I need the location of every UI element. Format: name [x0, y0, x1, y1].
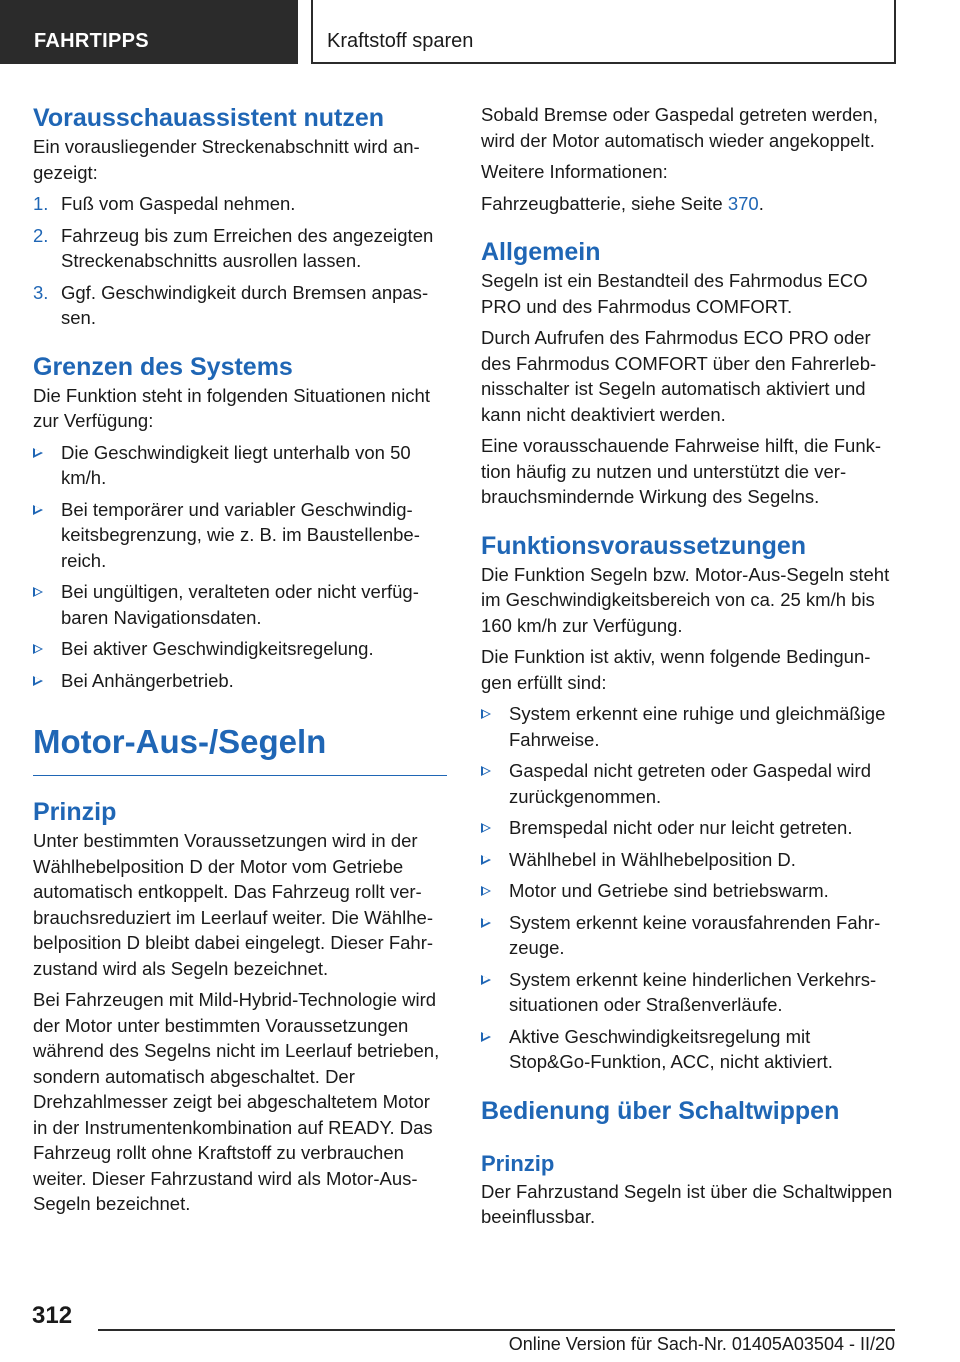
triangle-bullet-icon — [481, 766, 491, 776]
paragraph: Unter bestimmten Voraussetzungen wird in der Wählhebelposition D der Motor vom Getriebe automatisch entkoppelt. Das Fahrzeug rollt verbrauchsreduziert im Leerlauf weiter. Die Wählhebelposition D bleibt dabei eingelegt. Dieser Fahrzustand wird als Segeln bezeichnet. — [33, 830, 434, 979]
paragraph: Segeln ist ein Bestandteil des Fahrmodus ECO PRO und des Fahrmodus COMFORT. — [481, 270, 868, 317]
list-item — [33, 191, 447, 217]
list-item — [481, 878, 895, 904]
triangle-bullet-icon — [481, 709, 491, 719]
heading-bedienung: Bedienung über Schaltwippen — [481, 1096, 840, 1125]
paragraph: Der Fahrzustand Segeln ist über die Schaltwippen beeinflussbar. — [481, 1180, 893, 1227]
reference-text: Fahrzeugbatterie, siehe Seite — [481, 192, 728, 214]
section-tab — [0, 0, 298, 64]
heading-prinzip-2: Prinzip — [481, 1150, 555, 1176]
list-item — [481, 815, 895, 841]
chapter-title: Kraftstoff sparen — [327, 30, 474, 52]
section-title: FAHRTIPPS — [34, 30, 149, 52]
paragraph: Ein vorausliegender Streckenabschnitt wird angezeigt: — [33, 136, 420, 183]
step-number: 3. — [33, 281, 49, 303]
item-text: Bei ungültigen, veralteten oder nicht verfügbaren Navigationsdaten. — [61, 581, 419, 628]
item-text: System erkennt keine vorausfahrenden Fahrzeuge. — [509, 911, 881, 958]
grenzen-list — [33, 440, 447, 694]
triangle-bullet-icon — [481, 1032, 491, 1042]
list-item — [481, 910, 895, 961]
list-item — [481, 1024, 895, 1075]
triangle-bullet-icon — [481, 918, 491, 928]
list-item — [481, 758, 895, 809]
triangle-bullet-icon — [33, 448, 43, 458]
list-item — [33, 497, 447, 574]
left-column — [33, 102, 447, 1217]
heading-vorausschau: Vorausschauassistent nutzen — [33, 104, 385, 132]
paragraph: Durch Aufrufen des Fahrmodus ECO PRO oder des Fahrmodus COMFORT über den Fahrerlebnisschalter ist Segeln automatisch aktiviert und kann nicht deaktiviert werden. — [481, 327, 877, 425]
list-item — [33, 440, 447, 491]
list-item — [481, 967, 895, 1018]
item-text: Wählhebel in Wählhebelposition D. — [509, 848, 796, 870]
item-text: Bei aktiver Geschwindigkeitsregelung. — [61, 638, 374, 659]
step-text: Fuß vom Gaspedal nehmen. — [61, 193, 296, 214]
triangle-bullet-icon — [33, 587, 43, 597]
triangle-bullet-icon — [481, 975, 491, 985]
paragraph: Sobald Bremse oder Gaspedal getreten werden, wird der Motor automatisch wieder angekoppelt. — [481, 104, 878, 151]
paragraph: Weitere Informationen: — [481, 161, 668, 182]
item-text: Bei temporärer und variabler Geschwindigkeitsbegrenzung, wie z. B. im Baustellenbereich. — [61, 498, 420, 571]
step-number: 1. — [33, 193, 49, 214]
list-item — [33, 223, 447, 274]
paragraph: Bei Fahrzeugen mit Mild-Hybrid-Technologie wird der Motor unter bestimmten Voraussetzungen während des Segelns nicht im Leerlauf betrieben, sondern automatisch abgeschaltet. Der Drehzahlmesser zeigt bei abgeschaltetem Motor in der Instrumentenkombination auf READY. Das Fahrzeug rollt ohne Kraftstoff zu verbrauchen weiter. Dieser Fahrzustand wird als Motor-Aus-Segeln bezeichnet. — [33, 989, 440, 1214]
reference-end: . — [758, 192, 764, 214]
item-text: Bei Anhängerbetrieb. — [61, 669, 234, 691]
step-text: Ggf. Geschwindigkeit durch Bremsen anpassen. — [61, 281, 429, 328]
right-column — [481, 102, 895, 1230]
step-text: Fahrzeug bis zum Erreichen des angezeigten Streckenabschnitts ausrollen lassen. — [61, 224, 434, 271]
triangle-bullet-icon — [33, 644, 43, 654]
triangle-bullet-icon — [481, 886, 491, 896]
item-text: Die Geschwindigkeit liegt unterhalb von 50 km/h. — [61, 441, 411, 488]
item-text: System erkennt keine hinderlichen Verkehrssituationen oder Straßenverläufe. — [509, 968, 877, 1015]
list-item — [33, 280, 447, 331]
paragraph: Die Funktion steht in folgenden Situationen nicht zur Verfügung: — [33, 384, 430, 431]
paragraph: Die Funktion ist aktiv, wenn folgende Bedingungen erfüllt sind: — [481, 646, 871, 693]
paragraph: Eine vorausschauende Fahrweise hilft, die Funktion häufig zu nutzen und unterstützt die verbrauchsmindernde Wirkung des Segelns. — [481, 435, 882, 507]
steps-list — [33, 191, 447, 331]
funktion-list — [481, 701, 895, 1075]
chapter-heading-block — [33, 721, 447, 776]
item-text: Aktive Geschwindigkeitsregelung mit Stop&Go-Funktion, ACC, nicht aktiviert. — [509, 1025, 833, 1072]
paragraph: Die Funktion Segeln bzw. Motor-Aus-Segeln steht im Geschwindigkeitsbereich von ca. 25 km/h bis 160 km/h zur Verfügung. — [481, 563, 890, 636]
triangle-bullet-icon — [481, 855, 491, 865]
item-text: Motor und Getriebe sind betriebswarm. — [509, 880, 829, 901]
step-number: 2. — [33, 224, 49, 246]
list-item — [481, 701, 895, 752]
heading-allgemein: Allgemein — [481, 238, 601, 266]
reference-paragraph — [481, 191, 895, 217]
footer-text: Online Version für Sach-Nr. 01405A03504 - II/20 — [508, 1334, 895, 1354]
heading-motor-aus-segeln: Motor-Aus-/Segeln — [33, 723, 327, 760]
page-link[interactable]: 370 — [727, 192, 759, 214]
list-item — [33, 636, 447, 662]
list-item — [33, 668, 447, 694]
triangle-bullet-icon — [33, 505, 43, 515]
item-text: Bremspedal nicht oder nur leicht getreten. — [509, 817, 853, 838]
list-item — [481, 847, 895, 873]
item-text: Gaspedal nicht getreten oder Gaspedal wird zurückgenommen. — [509, 760, 871, 807]
triangle-bullet-icon — [33, 676, 43, 686]
heading-prinzip: Prinzip — [33, 798, 117, 826]
chapter-tab — [311, 0, 896, 64]
heading-grenzen: Grenzen des Systems — [33, 352, 293, 381]
page-number: 312 — [32, 1302, 73, 1329]
item-text: System erkennt eine ruhige und gleichmäßige Fahrweise. — [509, 703, 886, 750]
triangle-bullet-icon — [481, 823, 491, 833]
footer-divider — [98, 1329, 895, 1331]
list-item — [33, 579, 447, 630]
heading-funktionsvoraussetzungen: Funktionsvoraussetzungen — [481, 531, 807, 560]
